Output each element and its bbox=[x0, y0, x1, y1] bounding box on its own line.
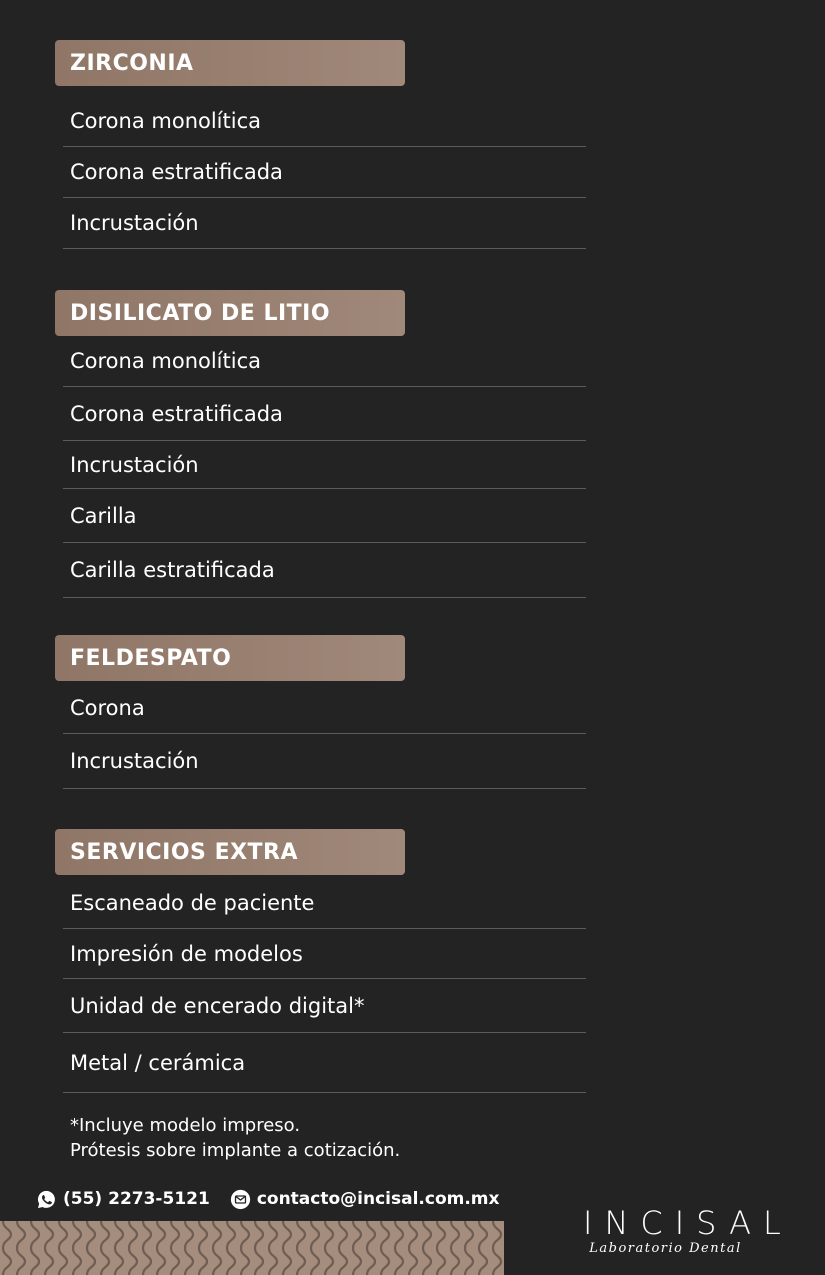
mail-icon bbox=[230, 1189, 251, 1210]
item-list bbox=[55, 96, 586, 249]
list-item: Incrustación bbox=[63, 734, 586, 789]
list-item: Escaneado de paciente bbox=[63, 878, 586, 929]
footnote bbox=[70, 1113, 400, 1163]
list-item: Carilla estratificada bbox=[63, 543, 586, 598]
section-header: DISILICATO DE LITIO bbox=[55, 290, 405, 336]
list-item: Corona bbox=[63, 683, 586, 734]
item-list bbox=[55, 336, 586, 598]
section-feldespato bbox=[55, 635, 586, 789]
list-item: Corona estratificada bbox=[63, 387, 586, 441]
list-item: Unidad de encerado digital* bbox=[63, 979, 586, 1033]
list-item: Metal / cerámica bbox=[63, 1033, 586, 1093]
phone-contact[interactable] bbox=[36, 1189, 210, 1210]
logo-name: INCISAL bbox=[583, 1204, 793, 1242]
email-contact[interactable] bbox=[230, 1189, 500, 1210]
list-item: Impresión de modelos bbox=[63, 929, 586, 979]
list-item: Corona monolítica bbox=[63, 96, 586, 147]
section-header: SERVICIOS EXTRA bbox=[55, 829, 405, 875]
incisal-logo bbox=[583, 1204, 793, 1257]
footnote-line: *Incluye modelo impreso. bbox=[70, 1115, 301, 1136]
phone-number: (55) 2273-5121 bbox=[63, 1189, 210, 1209]
list-item: Corona monolítica bbox=[63, 336, 586, 387]
section-zirconia bbox=[55, 40, 586, 249]
decorative-pattern bbox=[0, 1221, 504, 1275]
section-header: ZIRCONIA bbox=[55, 40, 405, 86]
list-item: Incrustación bbox=[63, 441, 586, 489]
whatsapp-icon bbox=[36, 1189, 57, 1210]
section-header: FELDESPATO bbox=[55, 635, 405, 681]
footnote-line: Prótesis sobre implante a cotización. bbox=[70, 1140, 401, 1161]
logo-tagline: Laboratorio Dental bbox=[589, 1241, 742, 1256]
list-item: Carilla bbox=[63, 489, 586, 543]
section-disilicato-de-litio bbox=[55, 290, 586, 598]
list-item: Incrustación bbox=[63, 198, 586, 249]
list-item: Corona estratificada bbox=[63, 147, 586, 198]
contact-row bbox=[36, 1185, 519, 1213]
section-servicios-extra bbox=[55, 829, 586, 1093]
item-list bbox=[55, 878, 586, 1093]
email-address: contacto@incisal.com.mx bbox=[256, 1189, 500, 1209]
item-list bbox=[55, 683, 586, 789]
